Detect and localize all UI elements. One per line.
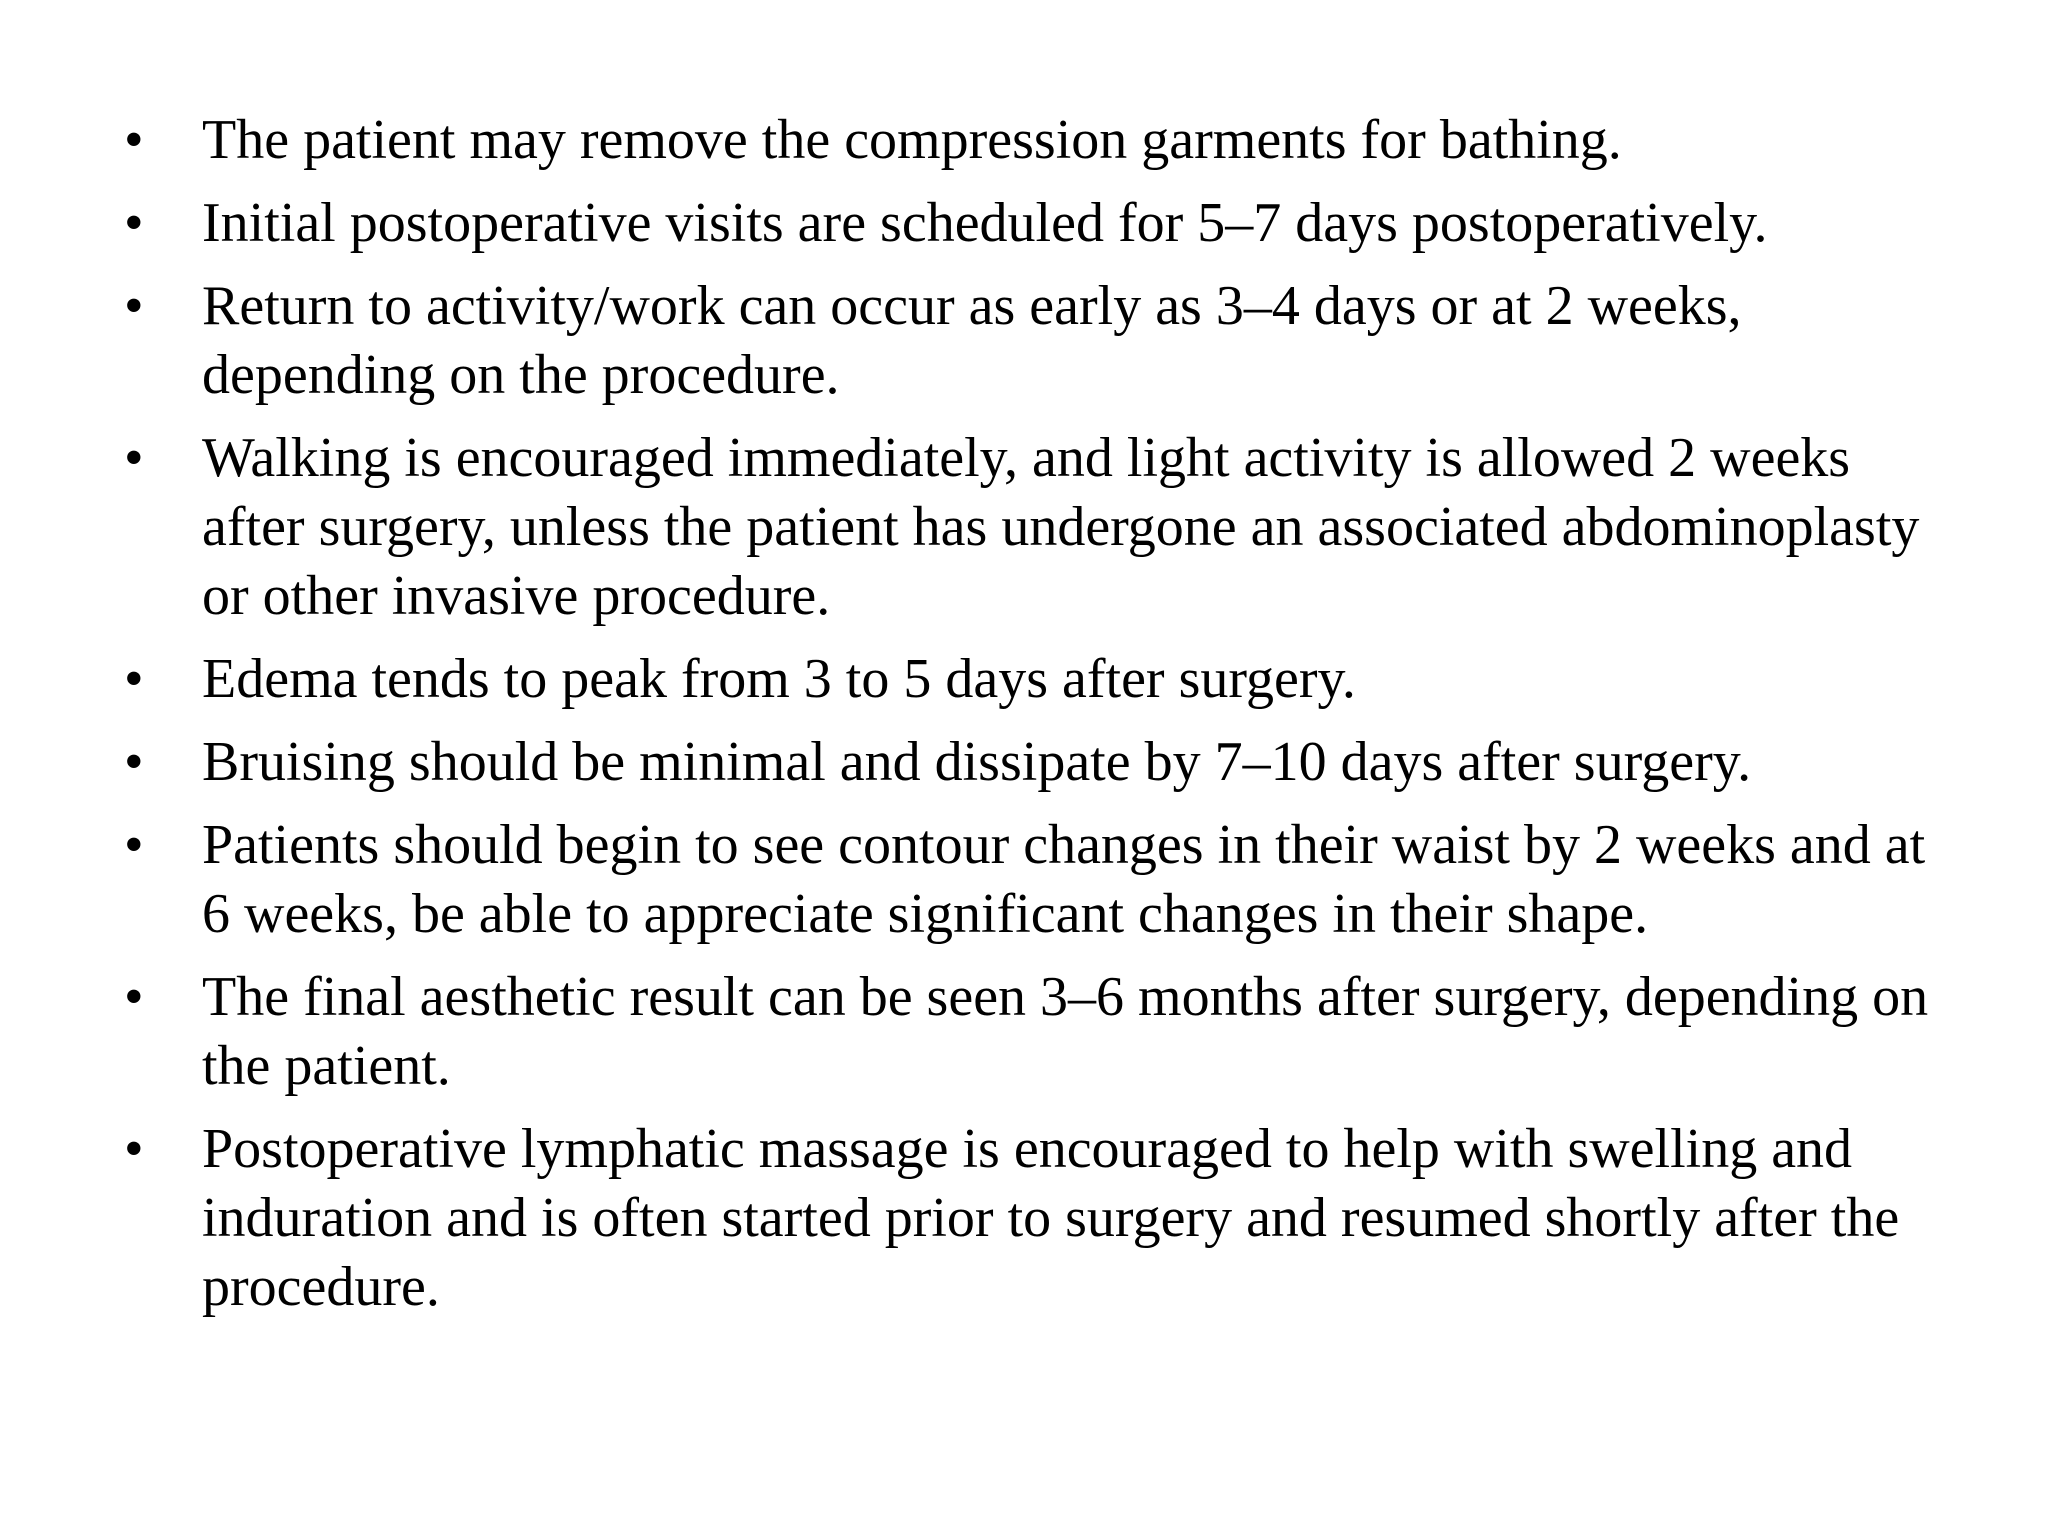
bullet-text: Walking is encouraged immediately, and light activity is allowed 2 weeks after surgery, unless the patient has undergone an associated abdominoplasty or other invasive procedure. xyxy=(202,427,1920,627)
bullet-list xyxy=(118,106,1958,1336)
bullet-text: Postoperative lymphatic massage is encouraged to help with swelling and induration and is often started prior to surgery and resumed shortly after the procedure. xyxy=(202,1118,1900,1318)
bullet-text: The final aesthetic result can be seen 3–6 months after surgery, depending on the patient. xyxy=(202,966,1929,1097)
list-item xyxy=(118,106,1958,175)
bullet-icon: • xyxy=(124,109,144,171)
bullet-icon: • xyxy=(124,814,144,876)
list-item xyxy=(118,189,1958,258)
list-item xyxy=(118,1115,1958,1322)
bullet-icon: • xyxy=(124,192,144,254)
list-item xyxy=(118,963,1958,1101)
list-item xyxy=(118,811,1958,949)
bullet-icon: • xyxy=(124,1118,144,1180)
list-item xyxy=(118,272,1958,410)
bullet-icon: • xyxy=(124,648,144,710)
list-item xyxy=(118,645,1958,714)
bullet-text: The patient may remove the compression garments for bathing. xyxy=(202,109,1622,171)
bullet-icon: • xyxy=(124,275,144,337)
bullet-icon: • xyxy=(124,731,144,793)
bullet-text: Initial postoperative visits are scheduled for 5–7 days postoperatively. xyxy=(202,192,1768,254)
bullet-text: Bruising should be minimal and dissipate by 7–10 days after surgery. xyxy=(202,731,1752,793)
bullet-text: Return to activity/work can occur as early as 3–4 days or at 2 weeks, depending on the procedure. xyxy=(202,275,1742,406)
bullet-icon: • xyxy=(124,427,144,489)
list-item xyxy=(118,424,1958,631)
list-item xyxy=(118,728,1958,797)
bullet-icon: • xyxy=(124,966,144,1028)
bullet-text: Patients should begin to see contour changes in their waist by 2 weeks and at 6 weeks, be able to appreciate significant changes in their shape. xyxy=(202,814,1926,945)
bullet-text: Edema tends to peak from 3 to 5 days after surgery. xyxy=(202,648,1356,710)
